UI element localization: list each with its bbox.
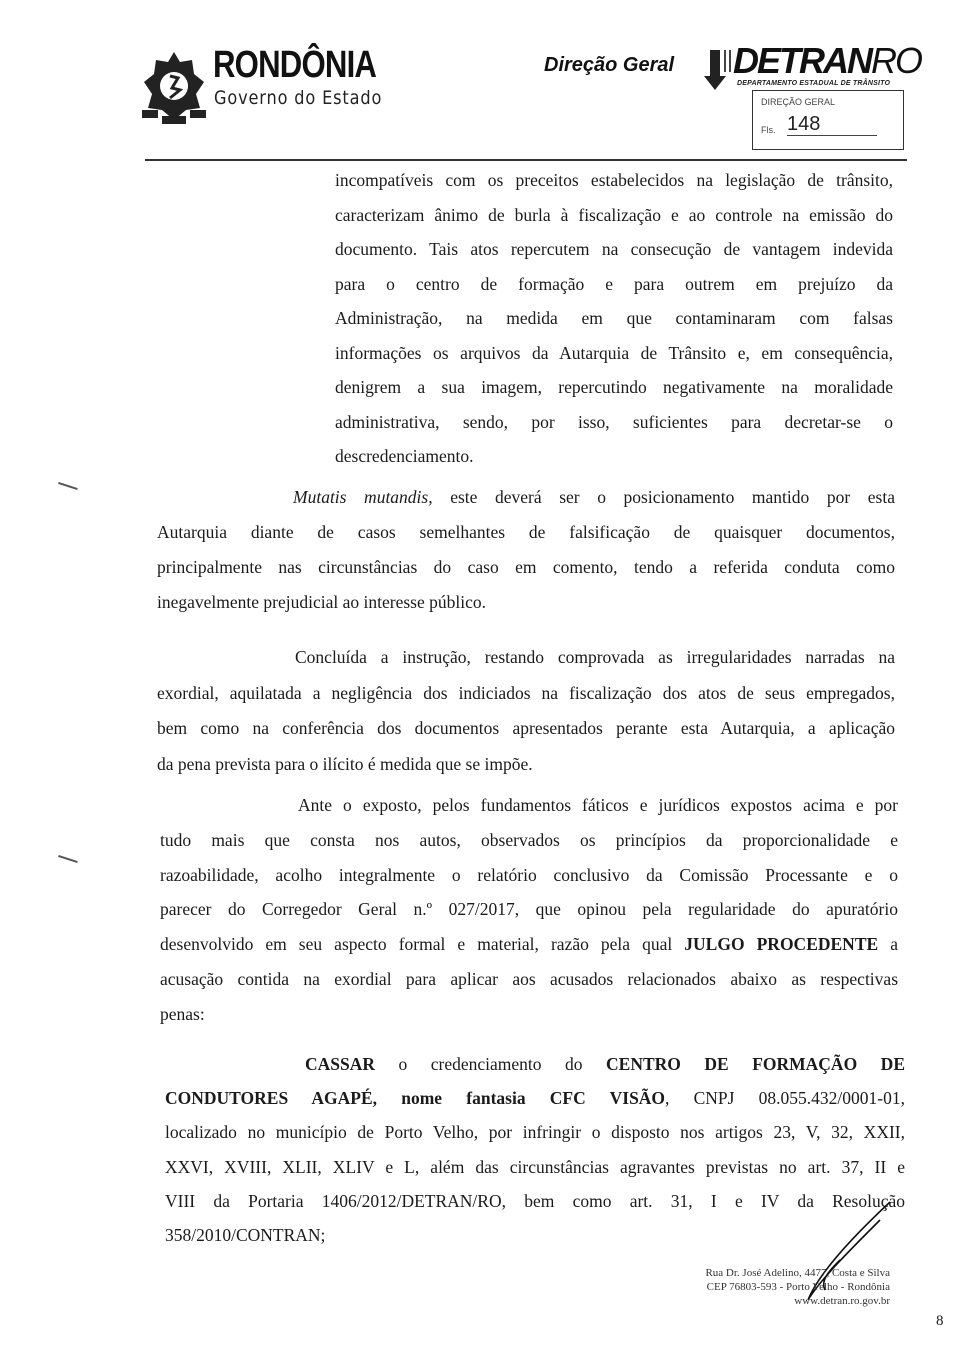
text-line: [157, 676, 895, 712]
text-line: [335, 301, 893, 336]
text-line: [157, 550, 895, 585]
text-segment: informações os arquivos da Autarquia de Trânsito e, em consequência,: [335, 342, 893, 363]
address-line-2: CEP 76803-593 - Porto Velho - Rondônia: [706, 1281, 890, 1293]
text-segment: a: [878, 934, 898, 955]
text-line: [157, 515, 895, 550]
text-segment: Autarquia diante de casos semelhantes de falsificação de quaisquer documentos,: [157, 522, 895, 542]
text-line: [160, 927, 898, 962]
text-segment: administrativa, sendo, por isso, suficientes para decretar-se o: [335, 411, 893, 432]
text-segment: localizado no município de Porto Velho, por infringir o disposto nos artigos 23, V, 32, XXII,: [165, 1122, 905, 1143]
text-segment: razoabilidade, acolho integralmente o relatório conclusivo da Comissão Processante e o: [160, 864, 898, 885]
department-label: Direção Geral: [544, 54, 675, 76]
text-line: [157, 747, 895, 783]
footer-address: [705, 1266, 890, 1308]
text-line: [165, 1081, 905, 1115]
text-segment: incompatíveis com os preceitos estabelecidos na legislação de trânsito,: [335, 170, 893, 190]
text-segment: principalmente nas circunstâncias do caso em comento, tendo a referida conduta como: [157, 557, 895, 577]
text-line: [335, 439, 893, 474]
bold-text: CASSAR: [305, 1054, 376, 1074]
text-line: [335, 336, 893, 371]
detran-logo: [733, 40, 921, 81]
text-segment: XXVI, XVIII, XLII, XLIV e L, além das circunstâncias agravantes previstas no art. 37, II e: [165, 1156, 905, 1177]
stamp-page-number: 148: [787, 113, 877, 136]
text-segment: Administração, na medida em que contaminaram com falsas: [335, 308, 893, 328]
text-line: [165, 1115, 905, 1149]
text-line: [157, 480, 895, 515]
text-segment: caracterizam ânimo de burla à fiscalização e ao controle na emissão do: [335, 204, 893, 225]
text-line: [160, 892, 898, 927]
text-line: [335, 232, 893, 267]
text-segment: tudo mais que consta nos autos, observados os princípios da proporcionalidade e: [160, 829, 898, 850]
text-line: [157, 711, 895, 747]
text-segment: descredenciamento.: [335, 446, 474, 466]
text-line: [335, 198, 893, 233]
detran-logo-main: DETRAN: [733, 40, 871, 81]
text-line: [157, 585, 895, 620]
margin-mark: [58, 855, 77, 863]
stamp-fls-label: Fls.: [761, 125, 776, 135]
address-line-1: Rua Dr. José Adelino, 4477, Costa e Silva: [705, 1267, 890, 1279]
website: www.detran.ro.gov.br: [794, 1295, 890, 1307]
text-line: [157, 640, 895, 676]
bold-text: CONDUTORES AGAPÉ, nome fantasia CFC VISÃO: [165, 1088, 666, 1109]
state-subtitle: Governo do Estado: [214, 87, 383, 109]
detran-logo-subtitle: DEPARTAMENTO ESTADUAL DE TRÂNSITO: [737, 80, 891, 87]
text-segment: VIII da Portaria 1406/2012/DETRAN/RO, bem como art. 31, I e IV da Resolução: [165, 1190, 905, 1211]
text-segment: este deverá ser o posicionamento mantido por esta: [432, 487, 895, 507]
text-segment: o credenciamento do: [375, 1054, 607, 1074]
text-line: [160, 788, 898, 823]
margin-mark: [58, 482, 77, 490]
text-segment: Ante o exposto, pelos fundamentos fáticos e jurídicos expostos acima e por: [298, 795, 898, 815]
text-segment: da pena prevista para o ilícito é medida que se impõe.: [157, 753, 533, 774]
text-line: [335, 267, 893, 302]
text-segment: parecer do Corregedor Geral n.º 027/2017, que opinou pela regularidade do apuratório: [160, 899, 898, 920]
text-segment: denigrem a sua imagem, repercutindo negativamente na moralidade: [335, 377, 893, 397]
italic-text: Mutatis mutandis,: [293, 487, 433, 507]
text-line: [160, 858, 898, 893]
text-segment: para o centro de formação e para outrem em prejuízo da: [335, 273, 893, 294]
page-number: 8: [936, 1313, 944, 1329]
paragraph: [157, 480, 895, 620]
text-segment: bem como na conferência dos documentos apresentados perante esta Autarquia, a aplicação: [157, 718, 895, 738]
stamp-title: DIREÇÃO GERAL: [761, 97, 836, 107]
text-segment: exordial, aquilatada a negligência dos indiciados na fiscalização dos atos de seus empregados,: [157, 682, 895, 703]
text-segment: documento. Tais atos repercutem na consecução de vantagem indevida: [335, 239, 893, 259]
header-divider: [145, 159, 907, 161]
text-line: [165, 1150, 905, 1184]
text-segment: 358/2010/CONTRAN;: [165, 1225, 326, 1246]
text-segment: , CNPJ 08.055.432/0001-01,: [665, 1088, 905, 1109]
text-line: [335, 370, 893, 405]
state-name: RONDÔNIA: [213, 44, 377, 86]
text-segment: acusação contida na exordial para aplicar aos acusados relacionados abaixo as respectivas: [160, 968, 898, 989]
paragraph: [335, 163, 893, 474]
text-segment: desenvolvido em seu aspecto formal e material, razão pela qual: [160, 934, 685, 955]
paragraph: [160, 788, 898, 1032]
text-segment: Concluída a instrução, restando comprovada as irregularidades narradas na: [295, 647, 895, 667]
paragraph: [157, 640, 895, 782]
detran-logo-suffix: RO: [871, 40, 921, 81]
bold-text: CENTRO DE FORMAÇÃO DE: [606, 1054, 905, 1074]
bold-text: JULGO PROCEDENTE: [684, 934, 879, 955]
text-line: [160, 997, 898, 1032]
rondonia-coat-of-arms-icon: [140, 48, 208, 128]
page-stamp: [752, 90, 904, 150]
text-line: [160, 962, 898, 997]
detran-arrow-icon: [700, 46, 734, 92]
text-line: [165, 1047, 905, 1081]
text-line: [335, 405, 893, 440]
text-segment: inegavelmente prejudicial ao interesse público.: [157, 592, 486, 612]
text-segment: penas:: [160, 1003, 205, 1024]
text-line: [160, 823, 898, 858]
text-line: [335, 163, 893, 198]
